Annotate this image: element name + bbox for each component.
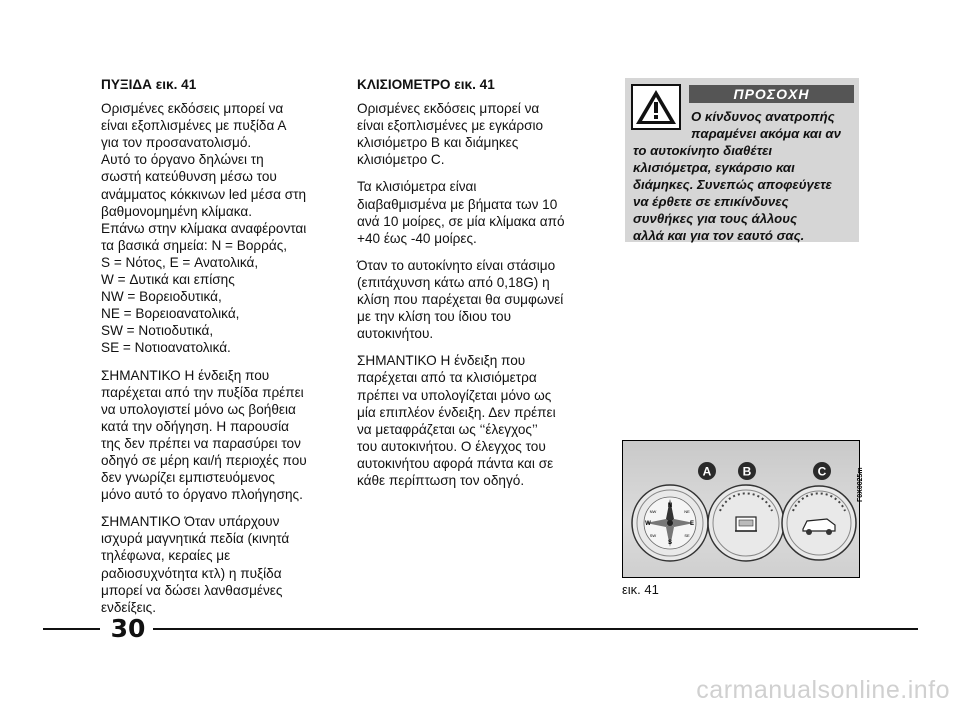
inclinometer-paragraph-1 bbox=[357, 100, 597, 168]
badge-a bbox=[698, 462, 716, 480]
text-line: +40 έως -40 μοίρες. bbox=[357, 230, 477, 246]
text-line: Αυτό το όργανο δηλώνει τη bbox=[101, 152, 264, 168]
instrument-figure bbox=[622, 440, 860, 578]
compass-paragraph-3 bbox=[101, 513, 341, 616]
page-number: 30 bbox=[110, 614, 146, 643]
text-line: μόνο αυτό το όργανο πλοήγησης. bbox=[101, 487, 303, 503]
text-line: κλισιόμετρο C. bbox=[357, 152, 445, 168]
compass-label-s: S bbox=[667, 540, 673, 546]
text-line: πρέπει να υπολογίζεται μόνο ως bbox=[357, 387, 552, 403]
text-line: (επιτάχυνση κάτω από 0,18G) η bbox=[357, 274, 550, 290]
badge-b-label: B bbox=[742, 464, 752, 479]
compass-label-w: W bbox=[645, 521, 651, 527]
text-line: είναι εξοπλισμένες με πυξίδα Α bbox=[101, 118, 287, 134]
compass-gauge bbox=[632, 485, 708, 561]
badge-c-label: C bbox=[817, 464, 827, 479]
text-line: ανά 10 μοίρες, σε μία κλίμακα από bbox=[357, 213, 565, 229]
text-line: για τον προσανατολισμό. bbox=[101, 135, 252, 151]
figure-caption: εικ. 41 bbox=[622, 582, 659, 597]
badge-a-label: A bbox=[702, 464, 712, 479]
warning-lines-indented bbox=[633, 108, 855, 142]
text-line: ενδείξεις. bbox=[101, 599, 156, 615]
inclinometer-section bbox=[357, 76, 597, 499]
text-line: Ορισμένες εκδόσεις μπορεί να bbox=[357, 101, 540, 117]
compass-label-sw: SW bbox=[649, 533, 657, 538]
text-line: τηλέφωνα, κεραίες με bbox=[101, 548, 231, 564]
text-line: δεν γνωρίζει εμπιστευόμενος bbox=[101, 470, 275, 486]
text-line: Ορισμένες εκδόσεις μπορεί να bbox=[101, 101, 284, 117]
text-line: αυτοκινήτου. bbox=[357, 326, 434, 342]
text-line: S = Νότος, E = Ανατολικά, bbox=[101, 254, 259, 270]
text-line: είναι εξοπλισμένες με εγκάρσιο bbox=[357, 118, 544, 134]
text-line: ισχυρά μαγνητικά πεδία (κινητά bbox=[101, 531, 290, 547]
text-line: NW = Βορειοδυτικά, bbox=[101, 289, 222, 305]
page-rule-left bbox=[43, 628, 100, 630]
text-line: βαθμονομημένη κλίμακα. bbox=[101, 203, 252, 219]
text-line: της δεν πρέπει να παρασύρει τον bbox=[101, 435, 301, 451]
text-line: παρέχεται από τα κλισιόμετρα bbox=[357, 370, 537, 386]
compass-label-nw: NW bbox=[649, 509, 657, 514]
text-line: να μεταφράζεται ως ‘‘έλεγχος’’ bbox=[357, 421, 538, 437]
compass-paragraph-2 bbox=[101, 367, 341, 504]
text-line: Όταν το αυτοκίνητο είναι στάσιμο bbox=[357, 257, 556, 273]
inclinometer-paragraph-3 bbox=[357, 257, 597, 342]
badge-b bbox=[738, 462, 756, 480]
text-line: τα βασικά σημεία: N = Βορράς, bbox=[101, 237, 288, 253]
inclinometer-paragraph-2 bbox=[357, 178, 597, 246]
text-line: συνθήκες για τους άλλους bbox=[633, 211, 798, 226]
text-line: ΣΗΜΑΝΤΙΚΟ Η ένδειξη που bbox=[357, 353, 526, 369]
warning-lines bbox=[633, 142, 855, 244]
text-line: Τα κλισιόμετρα είναι bbox=[357, 179, 477, 195]
figure-code bbox=[853, 444, 865, 504]
text-line: παρέχεται από την πυξίδα πρέπει bbox=[101, 384, 304, 400]
text-line: κλισιόμετρα, εγκάρσιο και bbox=[633, 160, 795, 175]
warning-box bbox=[625, 78, 859, 242]
longitudinal-inclinometer-gauge bbox=[782, 486, 856, 560]
text-line: παραμένει ακόμα και αν bbox=[691, 126, 841, 141]
compass-label-e: E bbox=[689, 521, 695, 527]
text-line: ΣΗΜΑΝΤΙΚΟ Η ένδειξη που bbox=[101, 367, 270, 383]
compass-section bbox=[101, 76, 341, 626]
text-line: οδηγό σε μέρη και/ή περιοχές που bbox=[101, 452, 307, 468]
text-line: SW = Νοτιοδυτικά, bbox=[101, 323, 214, 339]
inclinometer-paragraph-4 bbox=[357, 352, 597, 489]
page-rule-right bbox=[153, 628, 918, 630]
watermark: carmanualsonline.info bbox=[696, 676, 950, 704]
text-line: διάμηκες. Συνεπώς αποφεύγετε bbox=[633, 177, 832, 192]
text-line: σωστή κατεύθυνση μέσω του bbox=[101, 169, 277, 185]
warning-text bbox=[633, 108, 855, 244]
text-line: κάθε περίπτωση τον οδηγό. bbox=[357, 472, 525, 488]
warning-header: ΠΡΟΣΟΧΗ bbox=[689, 85, 854, 103]
text-line: με την κλίση του ίδιου του bbox=[357, 309, 512, 325]
text-line: μπορεί να δώσει λανθασμένες bbox=[101, 582, 283, 598]
text-line: το αυτοκίνητο διαθέτει bbox=[633, 143, 773, 158]
compass-paragraph-1 bbox=[101, 100, 341, 356]
text-line: αλλά και για τον εαυτό σας. bbox=[633, 228, 805, 243]
text-line: κλισιόμετρο B και διάμηκες bbox=[357, 135, 519, 151]
text-line: αυτοκινήτου αφορά πάντα και σε bbox=[357, 455, 554, 471]
text-line: διαβαθμισμένα με βήματα των 10 bbox=[357, 196, 558, 212]
transverse-inclinometer-gauge bbox=[708, 485, 784, 561]
compass-label-ne: NE bbox=[684, 509, 690, 514]
text-line: κλίση που παρέχεται θα συμφωνεί bbox=[357, 292, 564, 308]
badge-c bbox=[813, 462, 831, 480]
text-line: W = Δυτικά και επίσης bbox=[101, 272, 235, 288]
compass-label-n: N bbox=[667, 503, 673, 509]
text-line: να υπολογιστεί μόνο ως βοήθεια bbox=[101, 401, 296, 417]
compass-heading: ΠΥΞΙΔΑ εικ. 41 bbox=[101, 77, 197, 92]
text-line: Ο κίνδυνος ανατροπής bbox=[691, 109, 835, 124]
compass-label-se: SE bbox=[684, 533, 690, 538]
text-line: NE = Βορειοανατολικά, bbox=[101, 306, 240, 322]
text-line: να έρθετε σε επικίνδυνες bbox=[633, 194, 789, 209]
inclinometer-heading: ΚΛΙΣΙΟΜΕΤΡΟ εικ. 41 bbox=[357, 77, 495, 92]
text-line: ανάμματος κόκκινων led μέσα στη bbox=[101, 186, 307, 202]
text-line: του αυτοκινήτου. Ο έλεγχος του bbox=[357, 438, 546, 454]
text-line: Επάνω στην κλίμακα αναφέρονται bbox=[101, 220, 307, 236]
text-line: ραδιοσυχνότητα κτλ) η πυξίδα bbox=[101, 565, 282, 581]
text-line: κατά την οδήγηση. Η παρουσία bbox=[101, 418, 289, 434]
text-line: ΣΗΜΑΝΤΙΚΟ Όταν υπάρχουν bbox=[101, 514, 280, 530]
figure-code-text: F0X0025m bbox=[857, 467, 864, 502]
text-line: SE = Νοτιοανατολικά. bbox=[101, 340, 231, 356]
text-line: μία επιπλέον ένδειξη. Δεν πρέπει bbox=[357, 404, 556, 420]
